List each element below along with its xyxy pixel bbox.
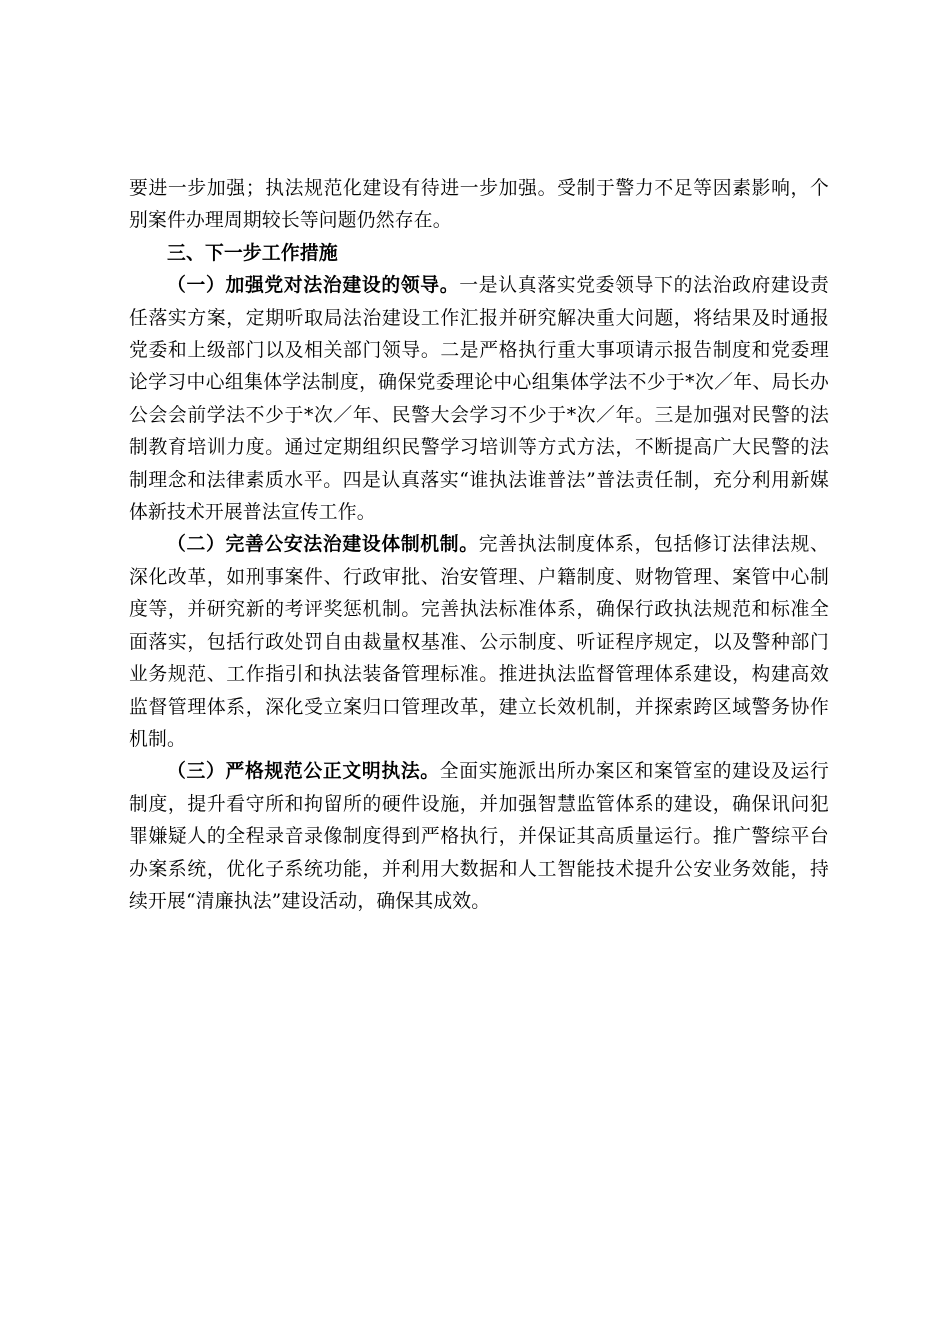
measure-title-1: （一）加强党对法治建设的领导。 [167,275,460,297]
document-body [129,173,829,918]
measure-body-1: 一是认真落实党委领导下的法治政府建设责任落实方案，定期听取局法治建设工作汇报并研究解决重大问题，将结果及时通报党委和上级部门以及相关部门领导。二是严格执行重大事项请示报告制度和党委理论学习中心组集体学法制度，确保党委理论中心组集体学法不少于*次／年、局长办公会会前学法不少于*次／年、民警大会学习不少于*次／年。三是加强对民警的法制教育培训力度。通过定期组织民警学习培训等方式方法，不断提高广大民警的法制理念和法律素质水平。四是认真落实“谁执法谁普法”普法责任制，充分利用新媒体新技术开展普法宣传工作。 [129,275,829,524]
section-heading: 三、下一步工作措施 [167,242,338,264]
measure-paragraph-2 [129,529,829,756]
measure-body-3: 全面实施派出所办案区和案管室的建设及运行制度，提升看守所和拘留所的硬件设施，并加强智慧监管体系的建设，确保讯问犯罪嫌疑人的全程录音录像制度得到严格执行，并保证其高质量运行。推广警综平台办案系统，优化子系统功能，并利用大数据和人工智能技术提升公安业务效能，持续开展“清廉执法”建设活动，确保其成效。 [129,761,829,912]
measure-paragraph-1 [129,270,829,529]
measure-title-3: （三）严格规范公正文明执法。 [167,761,440,783]
measure-paragraph-3 [129,756,829,918]
measure-title-2: （二）完善公安法治建设体制机制。 [167,534,479,556]
continuation-paragraph: 要进一步加强；执法规范化建设有待进一步加强。受制于警力不足等因素影响，个别案件办理周期较长等问题仍然存在。 [129,178,829,232]
measure-body-2: 完善执法制度体系，包括修订法律法规、深化改革，如刑事案件、行政审批、治安管理、户籍制度、财物管理、案管中心制度等，并研究新的考评奖惩机制。完善执法标准体系，确保行政执法规范和标准全面落实，包括行政处罚自由裁量权基准、公示制度、听证程序规定，以及警种部门业务规范、工作指引和执法装备管理标准。推进执法监督管理体系建设，构建高效监督管理体系，深化受立案归口管理改革，建立长效机制，并探索跨区域警务协作机制。 [129,534,829,750]
